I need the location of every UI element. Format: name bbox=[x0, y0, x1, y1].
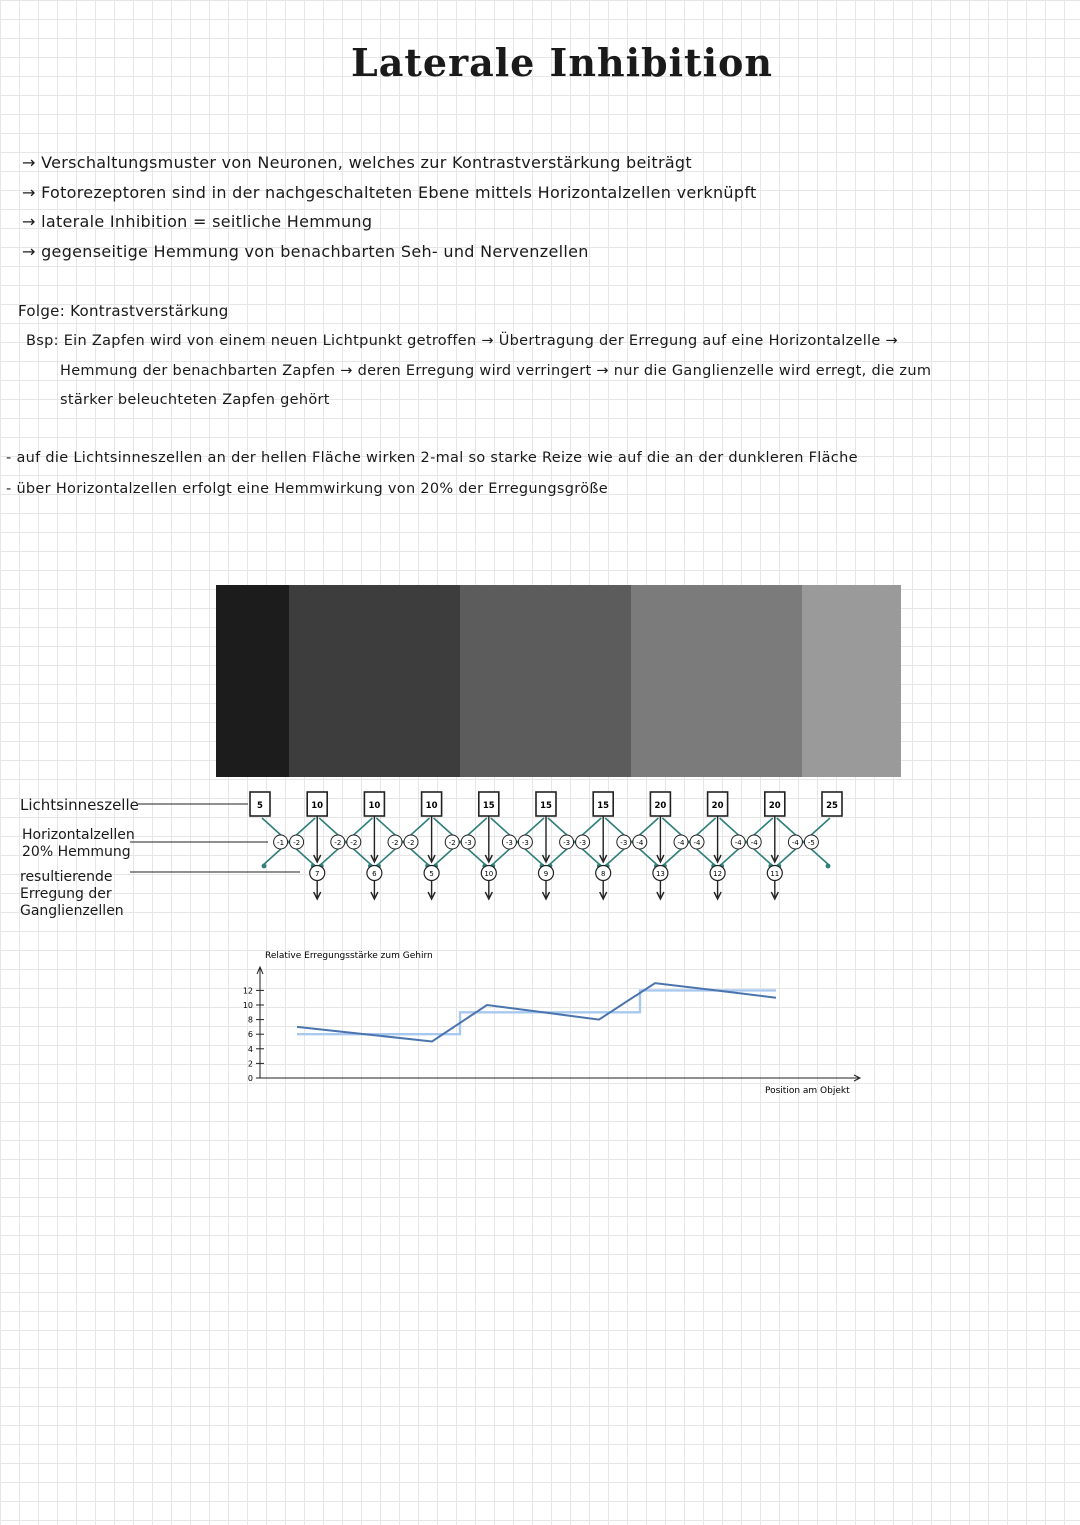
inhibition-value: -4 bbox=[677, 839, 685, 847]
inhibition-value: -2 bbox=[448, 839, 456, 847]
ganglion-value: 5 bbox=[429, 870, 434, 878]
receptor-value: 10 bbox=[311, 801, 324, 811]
receptor-value: 10 bbox=[368, 801, 381, 811]
ganglion-cell bbox=[710, 866, 725, 900]
receptor-cell bbox=[479, 792, 499, 862]
bullet-2: → Fotorezeptoren sind in der nachgeschalteten Ebene mittels Horizontalzellen verknüpft bbox=[22, 183, 757, 202]
ganglion-value: 7 bbox=[314, 870, 320, 878]
y-tick-label: 8 bbox=[247, 1015, 253, 1025]
y-tick-label: 6 bbox=[247, 1030, 253, 1040]
receptor-value: 20 bbox=[768, 801, 781, 811]
horizontal-cell-pair bbox=[433, 818, 487, 868]
gray-band-3 bbox=[460, 585, 631, 777]
ganglion-value: 10 bbox=[484, 870, 494, 878]
inhibition-value: -3 bbox=[579, 839, 587, 847]
chart-x-label: Position am Objekt bbox=[765, 1086, 850, 1096]
receptor-value: 25 bbox=[826, 801, 838, 811]
receptor-value: 15 bbox=[482, 801, 495, 811]
inhibition-value: -1 bbox=[277, 839, 285, 847]
y-tick-label: 0 bbox=[247, 1074, 253, 1083]
inhibition-value: -2 bbox=[350, 839, 358, 847]
folge-line: Folge: Kontrastverstärkung bbox=[18, 302, 229, 320]
receptor-cell bbox=[422, 792, 442, 862]
series-zigzag-line bbox=[297, 983, 776, 1041]
y-tick-label: 10 bbox=[242, 1001, 253, 1010]
bullet-3: → laterale Inhibition = seitliche Hemmung bbox=[22, 212, 373, 231]
page-title: Laterale Inhibition bbox=[351, 40, 773, 85]
gray-band-1 bbox=[216, 585, 289, 777]
ganglion-cell bbox=[310, 866, 325, 900]
bsp-line-2: Hemmung der benachbarten Zapfen → deren Erregung wird verringert → nur die Ganglienzelle wird erregt, die zum bbox=[60, 363, 932, 379]
bullet-1: → Verschaltungsmuster von Neuronen, welches zur Kontrastverstärkung beiträgt bbox=[22, 153, 692, 172]
bullet-4: → gegenseitige Hemmung von benachbarten Seh- und Nervenzellen bbox=[22, 242, 589, 261]
note-1: - auf die Lichtsinneszellen an der hellen Fläche wirken 2-mal so starke Reize wie auf die an der dunkleren Fläche bbox=[6, 450, 858, 466]
ganglion-cell bbox=[424, 866, 439, 900]
label-horizontal: Horizontalzellen 20% Hemmung bbox=[22, 827, 135, 860]
inhibition-value: -4 bbox=[750, 839, 758, 847]
horizontal-cell-pair bbox=[776, 818, 830, 868]
inhibition-value: -4 bbox=[791, 839, 799, 847]
label-receptor: Lichtsinneszelle bbox=[20, 796, 139, 814]
receptor-value: 20 bbox=[711, 801, 724, 811]
horizontal-cell-pair bbox=[548, 818, 602, 868]
ganglion-value: 6 bbox=[372, 870, 377, 878]
inhibition-value: -2 bbox=[391, 839, 399, 847]
horizontal-cell-pair bbox=[662, 818, 716, 868]
receptor-value: 15 bbox=[597, 801, 610, 811]
inhibition-value: -4 bbox=[693, 839, 701, 847]
ganglion-cell bbox=[367, 866, 382, 900]
y-tick-label: 4 bbox=[247, 1044, 253, 1054]
synapse-dot bbox=[826, 864, 831, 869]
ganglion-cell bbox=[767, 866, 782, 900]
receptor-value: 15 bbox=[540, 801, 552, 811]
receptor-cell bbox=[536, 792, 556, 862]
inhibition-value: -3 bbox=[620, 839, 628, 847]
ganglion-cell bbox=[596, 866, 611, 900]
bsp-line-3: stärker beleuchteten Zapfen gehört bbox=[60, 392, 330, 408]
inhibition-value: -3 bbox=[563, 839, 571, 847]
receptor-cell bbox=[822, 792, 842, 816]
receptor-cell bbox=[650, 792, 670, 862]
label-result: resultierende Erregung der Ganglienzellen bbox=[20, 869, 124, 919]
horizontal-cell-pair bbox=[262, 818, 316, 868]
horizontal-cell-pair bbox=[605, 818, 659, 868]
receptor-cell bbox=[250, 792, 270, 816]
inhibition-value: -3 bbox=[464, 839, 472, 847]
ganglion-value: 11 bbox=[770, 870, 780, 878]
ganglion-value: 13 bbox=[655, 870, 665, 878]
inhibition-value: -2 bbox=[334, 839, 342, 847]
chart-title: Relative Erregungsstärke zum Gehirn bbox=[265, 951, 433, 961]
ganglion-cell bbox=[481, 866, 496, 900]
ganglion-cell bbox=[539, 866, 554, 900]
inhibition-value: -2 bbox=[293, 839, 301, 847]
gray-band-5 bbox=[802, 585, 901, 777]
receptor-value: 20 bbox=[654, 801, 667, 811]
receptor-cell bbox=[765, 792, 785, 862]
inhibition-value: -3 bbox=[505, 839, 513, 847]
bsp-line-1: Bsp: Ein Zapfen wird von einem neuen Lichtpunkt getroffen → Übertragung der Erregung auf eine Horizontalzelle → bbox=[26, 333, 898, 349]
gray-band-4 bbox=[631, 585, 802, 777]
horizontal-cell-pair bbox=[319, 818, 373, 868]
inhibition-value: -3 bbox=[521, 839, 529, 847]
horizontal-cell-pair bbox=[719, 818, 773, 868]
inhibition-value: -4 bbox=[636, 839, 644, 847]
y-tick-label: 2 bbox=[247, 1059, 253, 1069]
receptor-cell bbox=[593, 792, 613, 862]
y-tick-label: 12 bbox=[242, 986, 253, 996]
receptor-value: 5 bbox=[257, 801, 263, 811]
receptor-value: 10 bbox=[425, 801, 438, 811]
ganglion-value: 8 bbox=[600, 870, 606, 878]
ganglion-value: 9 bbox=[543, 870, 549, 878]
horizontal-cell-pair bbox=[376, 818, 430, 868]
receptor-cell bbox=[307, 792, 327, 862]
ganglion-cell bbox=[653, 866, 668, 900]
inhibition-value: -5 bbox=[807, 839, 815, 847]
receptor-cell bbox=[364, 792, 384, 862]
gray-band-2 bbox=[289, 585, 460, 777]
horizontal-cell-pair bbox=[490, 818, 544, 868]
inhibition-value: -4 bbox=[734, 839, 742, 847]
ganglion-value: 12 bbox=[713, 870, 723, 878]
receptor-cell bbox=[708, 792, 728, 862]
inhibition-value: -2 bbox=[407, 839, 415, 847]
synapse-dot bbox=[262, 864, 267, 869]
note-2: - über Horizontalzellen erfolgt eine Hemmwirkung von 20% der Erregungsgröße bbox=[6, 481, 609, 497]
